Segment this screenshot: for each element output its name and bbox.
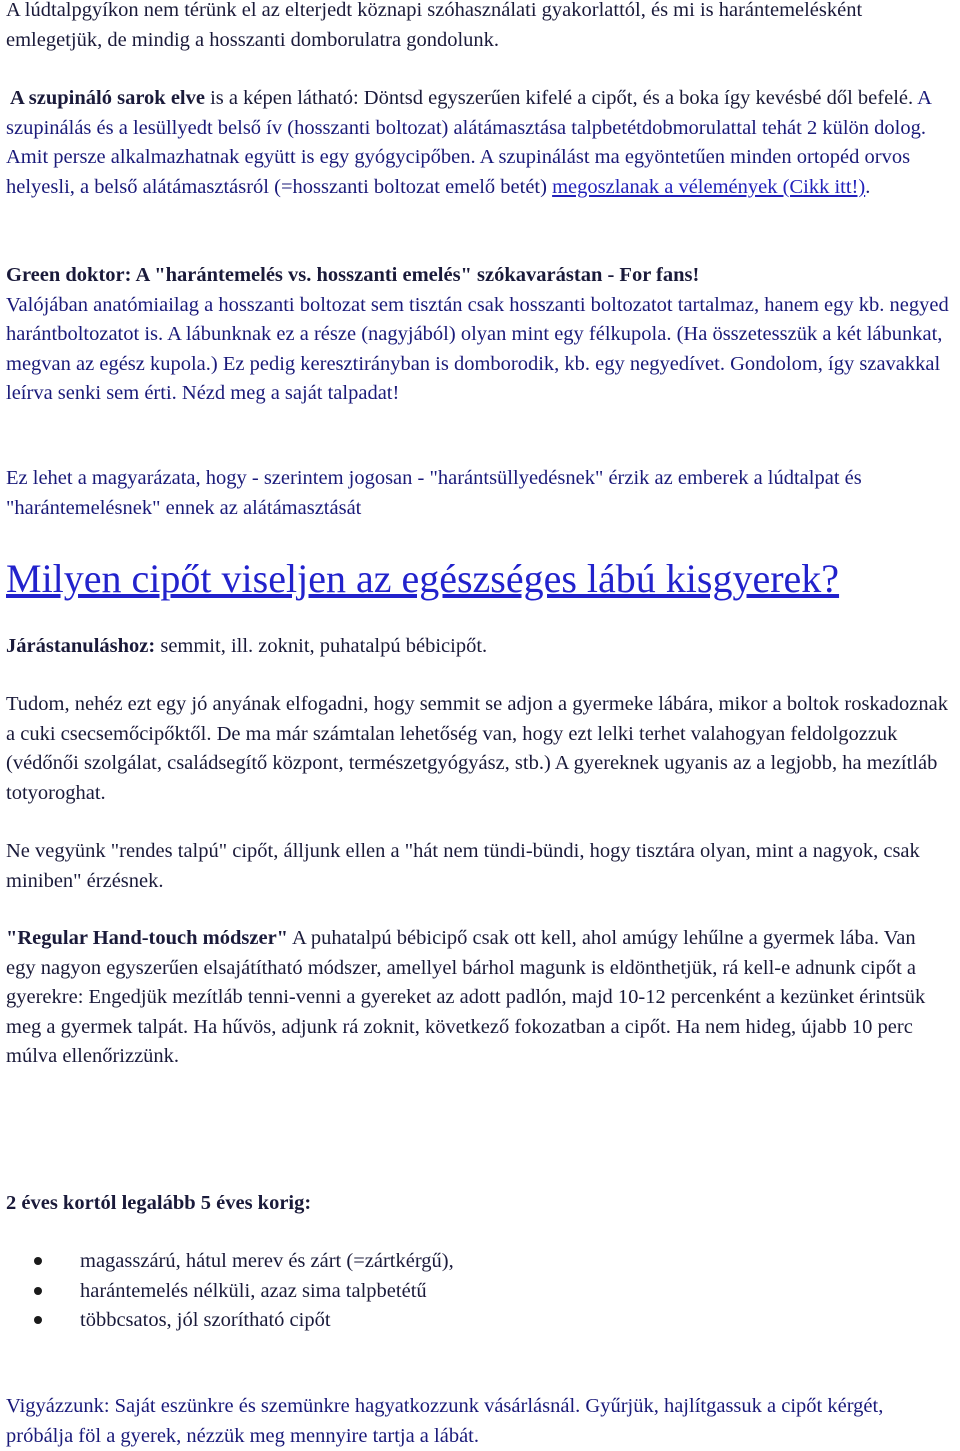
main-heading-text[interactable]: Milyen cipőt viseljen az egészséges lábú kisgyerek? xyxy=(6,556,840,601)
intro-paragraph xyxy=(6,0,950,55)
intro-text: A lúdtalpgyíkon nem térünk el az elterjedt köznapi szóhasználati gyakorlattól, és mi is harántemelésként emlegetjük, de mindig a hosszanti domborulatra gondolunk. xyxy=(6,0,863,51)
walking-bold: Járástanuláshoz: xyxy=(6,635,156,657)
regular-method-paragraph xyxy=(6,924,950,1072)
explanation-text: Ez lehet a magyarázata, hogy - szerintem jogosan - "harántsüllyedésnek" érzik az emberek a lúdtalpat és "harántemelésnek" ennek az alátámasztását xyxy=(6,467,862,519)
walking-paragraph xyxy=(6,632,950,662)
bullet-icon xyxy=(34,1257,42,1265)
list-item xyxy=(6,1277,950,1307)
mother-paragraph xyxy=(6,690,950,808)
warning-paragraph xyxy=(6,1392,950,1451)
list-item-text: többcsatos, jól szorítható cipőt xyxy=(80,1309,331,1331)
list-item-text: magasszárú, hátul merev és zárt (=zártkérgű), xyxy=(80,1250,454,1272)
supination-principle-bold: A szupináló sarok elve xyxy=(10,87,205,109)
age-heading-text: 2 éves kortól legalább 5 éves korig: xyxy=(6,1192,312,1214)
regular-method-text: A puhatalpú bébicipő csak ott kell, ahol amúgy lehűlne a gyermek lába. Van egy nagyon egyszerűen elsajátítható módszer, amellyel bárhol magunk is eldönthetjük, rá kell-e adnunk cipőt a gyerekre: Engedjük mezítláb tenni-venni a gyereket az adott padlón, majd 10-12 percenként a kezünket érintsük meg a gyermek talpát. Ha hűvös, adjunk rá zoknit, következő fokozatban a cipőt. Ha nem hideg, újabb 10 perc múlva ellenőrizzünk. xyxy=(6,927,926,1067)
list-item-text: harántemelés nélküli, azaz sima talpbetétű xyxy=(80,1279,427,1302)
list-item xyxy=(6,1247,950,1277)
age-heading xyxy=(6,1189,950,1219)
list-item xyxy=(6,1306,950,1336)
explanation-paragraph xyxy=(6,464,950,523)
bullet-icon xyxy=(34,1316,42,1324)
green-doctor-body: Valójában anatómiailag a hosszanti boltozat sem tisztán csak hosszanti boltozatot tartalmaz, hanem egy kb. negyed harántboltozatot is. A lábunknak ez a része (nagyjából) olyan mint egy félkupola. (Ha összetesszük a két lábunkat, megvan az egész kupola.) Ez pedig keresztirányban is domborodik, kb. egy negyedívet. Gondolom, így szavakkal leírva senki sem érti. Nézd meg a saját talpadat! xyxy=(6,293,949,404)
normal-sole-text: Ne vegyünk "rendes talpú" cipőt, álljunk ellen a "hát nem tündi-bündi, hogy tisztára olyan, mint a nagyok, csak miniben" érzésnek. xyxy=(6,840,920,892)
supination-paragraph xyxy=(6,84,950,202)
supination-end: . xyxy=(865,175,871,198)
regular-method-bold: "Regular Hand-touch módszer" xyxy=(6,927,289,949)
green-doctor-heading: Green doktor: A "harántemelés vs. hosszanti emelés" szókavarástan - For fans! xyxy=(6,264,700,286)
normal-sole-paragraph xyxy=(6,837,950,896)
opinions-article-link[interactable]: megoszlanak a vélemények (Cikk itt!) xyxy=(552,175,866,198)
shoe-requirements-list xyxy=(6,1247,950,1336)
supination-text: is a képen látható: Döntsd egyszerűen kifelé a cipőt, és a boka így kevésbé dől befelé. xyxy=(204,87,918,109)
mother-text: Tudom, nehéz ezt egy jó anyának elfogadni, hogy semmit se adjon a gyermeke lábára, mikor a boltok roskadoznak a cuki csecsemőcipőktől. De ma már számtalan lehetőség van, hogy ezt lelki terhet valahogyan feldolgozzuk (védőnői szolgálat, családsegítő központ, természetgyógyász, stb.) A gyereknek ugyanis az a legjobb, ha mezítláb totyoroghat. xyxy=(6,693,948,804)
green-doctor-section xyxy=(6,261,950,409)
supination-support-text: A szupinálás és a lesüllyedt belső ív (hosszanti boltozat) alátámasztása talpbetétdobmorulattal tehát 2 külön dolog. Amit persze alkalmazhatnak együtt is egy gyógycipőben. A szupinálást ma egyöntetűen minden ortopéd orvos helyesli, a belső alátámasztásról (=hosszanti boltozat emelő betét) xyxy=(6,87,931,198)
walking-text: semmit, ill. zoknit, puhatalpú bébicipőt. xyxy=(155,635,488,657)
bullet-icon xyxy=(34,1287,42,1295)
warning-text: Vigyázzunk: Saját eszünkre és szemünkre hagyatkozzunk vásárlásnál. Gyűrjük, hajlítgassuk a cipőt kérgét, próbálja föl a gyerek, nézzük meg mennyire tartja a lábát. xyxy=(6,1395,884,1447)
main-heading[interactable] xyxy=(6,555,950,603)
